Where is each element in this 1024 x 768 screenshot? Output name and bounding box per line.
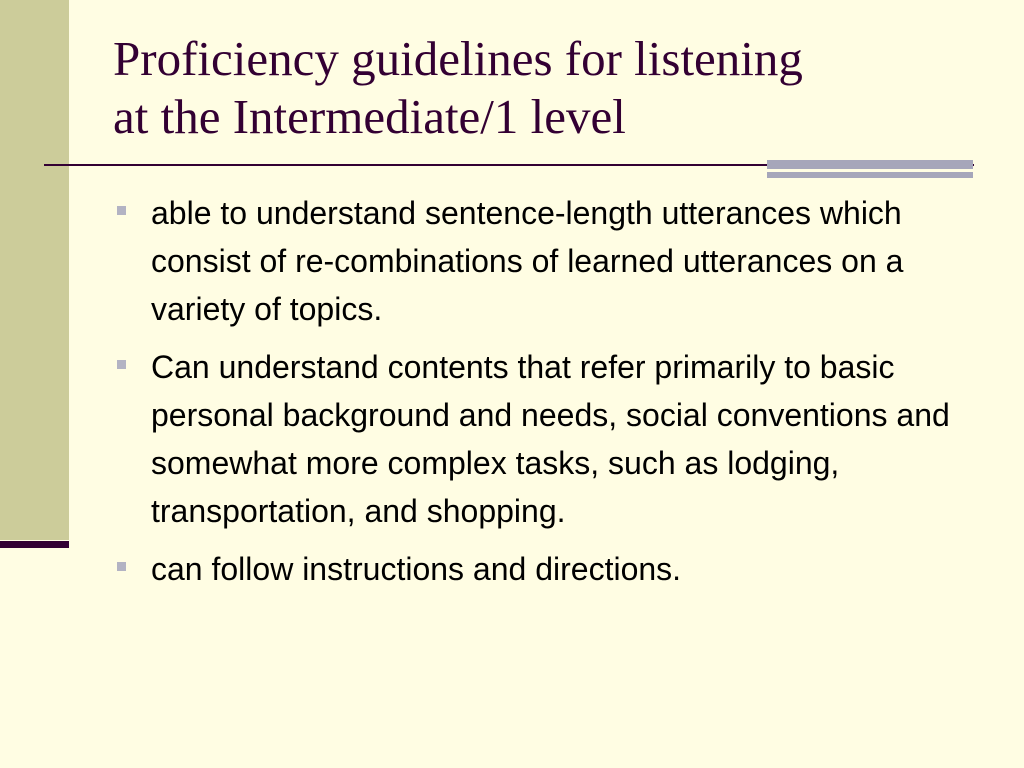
square-bullet-icon (117, 562, 126, 571)
bullet-text: Can understand contents that refer primarily to basic personal background and needs, social conventions and somewhat more complex tasks, such as lodging, transportation, and shopping. (151, 349, 950, 529)
title-line-2: at the Intermediate/1 level (113, 89, 626, 144)
list-item (113, 545, 963, 593)
gray-accent-band-top (767, 160, 973, 169)
left-decorative-rule (0, 541, 69, 548)
square-bullet-icon (117, 360, 126, 369)
list-item (113, 189, 963, 333)
bullet-list (113, 189, 963, 603)
title-gray-accent (767, 160, 973, 178)
gray-accent-band-bottom (767, 172, 973, 178)
square-bullet-icon (117, 206, 126, 215)
list-item (113, 343, 963, 535)
left-decorative-bar (0, 0, 69, 540)
slide-title (113, 30, 993, 146)
title-line-1: Proficiency guidelines for listening (113, 31, 803, 86)
bullet-text: able to understand sentence-length utterances which consist of re-combinations of learned utterances on a variety of topics. (151, 195, 904, 327)
bullet-text: can follow instructions and directions. (151, 551, 682, 587)
